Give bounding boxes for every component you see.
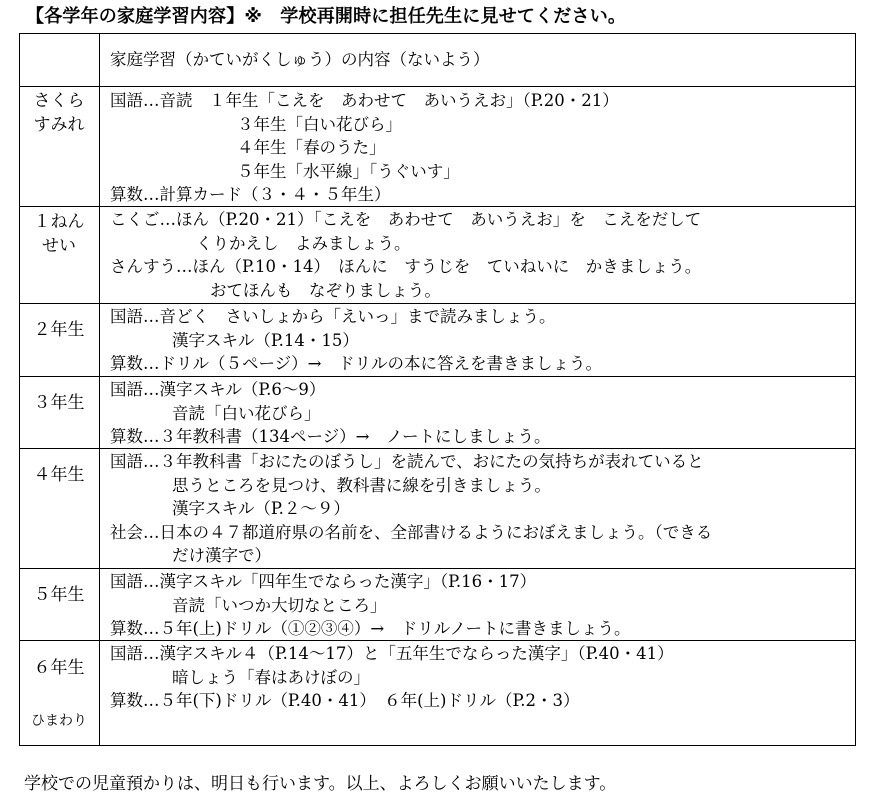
content-line: 国語…漢字スキル「四年生でならった漢字」（P.16・17） xyxy=(110,572,537,591)
content-line: ４年生「春のうた」 xyxy=(237,138,386,157)
footer-note: 学校での児童預かりは、明日も行います。以上、よろしくお願いいたします。 xyxy=(24,774,617,794)
content-line: おてほんも なぞりましょう。 xyxy=(210,280,441,300)
row-label-grade-3 xyxy=(19,391,99,415)
content-line: くりかえし よみましょう。 xyxy=(196,233,411,253)
row-label-line: ６年生 xyxy=(33,658,85,678)
table-row-divider xyxy=(19,568,856,569)
row-label-line: ５年生 xyxy=(33,585,85,605)
row-label-sakura-sumire xyxy=(19,89,99,137)
content-line: こくご…ほん（P.20・21）「こえを あわせて あいうえお」を こえをだして xyxy=(110,210,702,229)
row-content-grade-1 xyxy=(110,208,855,302)
content-line: ５年生「水平線」「うぐいす」 xyxy=(237,161,460,181)
content-line: 算数…３年教科書（134ページ）→ ノートにしましょう。 xyxy=(110,427,551,446)
content-line: 算数…計算カード（３・４・５年生） xyxy=(110,185,391,204)
content-line: 国語…音どく さいしょから「えいっ」まで読みましょう。 xyxy=(110,307,556,326)
table-row-divider xyxy=(19,303,856,304)
row-content-sakura-sumire xyxy=(110,89,855,207)
content-line: さんすう…ほん（P.10・14） ほんに すうじを ていねいに かきましょう。 xyxy=(110,257,702,276)
content-line: 国語…音読 １年生「こえを あわせて あいうえお」（P.20・21） xyxy=(110,91,619,110)
table-row-divider xyxy=(19,376,856,377)
content-line: 社会…日本の４７都道府県の名前を、全部書けるようにおぼえましょう。（できる xyxy=(110,522,713,542)
row-content-grade-5 xyxy=(110,570,855,641)
content-line: 算数…ドリル（５ページ）→ ドリルの本に答えを書きましょう。 xyxy=(110,354,602,373)
row-label-grade-5 xyxy=(19,583,99,607)
table-row-divider xyxy=(19,86,856,87)
content-header: 家庭学習（かていがくしゅう）の内容（ないよう） xyxy=(110,50,490,69)
row-content-grade-4 xyxy=(110,450,855,568)
content-line: 国語…３年教科書「おにたのぼうし」を読んで、おにたの気持ちが表れていると xyxy=(110,452,704,471)
document-title: 【各学年の家庭学習内容】※ 学校再開時に担任先生に見せてください。 xyxy=(26,6,627,27)
content-line: 思うところを見つけ、教科書に線を引きましょう。 xyxy=(172,475,551,495)
content-line: 国語…漢字スキル（P.6〜9） xyxy=(110,380,326,399)
row-sublabel-text: ひまわり xyxy=(31,713,87,729)
content-line: 音読「いつか大切なところ」 xyxy=(172,595,387,615)
content-line: 漢字スキル（P.２〜９） xyxy=(172,499,350,518)
row-label-line: ４年生 xyxy=(33,465,85,485)
row-label-grade-4 xyxy=(19,463,99,487)
content-line: ３年生「白い花びら」 xyxy=(237,114,402,134)
content-line: 暗しょう「春はあけぼの」 xyxy=(172,667,370,687)
content-line: 音読「白い花びら」 xyxy=(172,403,321,423)
row-content-grade-3 xyxy=(110,378,855,449)
row-sublabel-himawari xyxy=(19,708,99,733)
row-label-line: ２年生 xyxy=(33,320,85,340)
row-label-grade-6 xyxy=(19,656,99,680)
content-line: 漢字スキル（P.14・15） xyxy=(172,330,359,350)
row-label-line: せい xyxy=(42,236,76,256)
row-label-line: さくら xyxy=(33,91,85,111)
row-label-grade-1 xyxy=(19,210,99,258)
content-line: 国語…漢字スキル４（P.14〜17）と「五年生でならった漢字」（P.40・41） xyxy=(110,644,674,663)
row-label-line: １ねん xyxy=(33,212,85,232)
row-label-grade-2 xyxy=(19,318,99,342)
row-content-grade-6 xyxy=(110,642,855,713)
row-label-line: ３年生 xyxy=(33,393,85,413)
content-line: 算数…５年(下)ドリル（P.40・41） ６年(上)ドリル（P.2・3） xyxy=(110,691,580,710)
row-content-grade-2 xyxy=(110,305,855,376)
content-line: だけ漢字で） xyxy=(172,546,271,565)
row-label-line: すみれ xyxy=(33,115,85,135)
content-line: 算数…５年(上)ドリル（①②③④）→ ドリルノートに書きましょう。 xyxy=(110,619,631,638)
